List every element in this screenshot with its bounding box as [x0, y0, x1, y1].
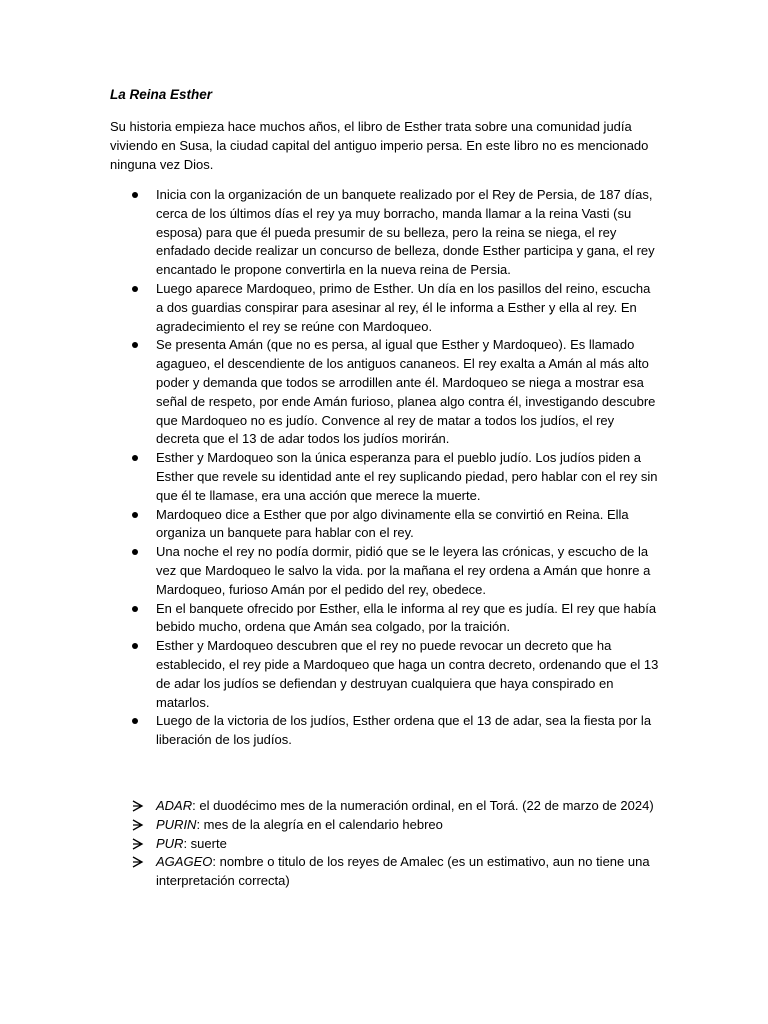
- list-item-text: Esther y Mardoqueo descubren que el rey no puede revocar un decreto que ha establecido, el rey pide a Mardoqueo que haga un contra decreto, ordenando que el 13 de adar los judíos se defiendan y destruyan cualquiera que haya conspirado en matarlos.: [156, 638, 659, 710]
- glossary-item: [110, 797, 670, 816]
- list-item: [110, 186, 660, 280]
- arrow-right-icon: [132, 835, 144, 853]
- glossary-term: ADAR: [156, 798, 193, 813]
- glossary-definition: : el duodécimo mes de la numeración ordinal, en el Torá. (22 de marzo de 2024): [192, 798, 654, 813]
- arrow-right-icon: [132, 797, 144, 815]
- list-item-text: Mardoqueo dice a Esther que por algo divinamente ella se convirtió en Reina. Ella organiza un banquete para hablar con el rey.: [156, 506, 629, 541]
- bullet-dot-icon: [132, 342, 138, 348]
- bullet-dot-icon: [132, 643, 138, 649]
- list-item: [110, 449, 660, 505]
- list-item: [110, 280, 660, 336]
- story-bullet-list: [110, 186, 660, 750]
- bullet-dot-icon: [132, 718, 138, 724]
- list-item: [110, 543, 660, 599]
- list-item-text: Una noche el rey no podía dormir, pidió que se le leyera las crónicas, y escucho de la vez que Mardoqueo le salvo la vida. por la mañana el rey ordena a Amán que honre a Mardoqueo, furioso Amán por el pedido del rey, obedece.: [156, 544, 651, 597]
- list-item: [110, 506, 660, 544]
- glossary-definition: : nombre o titulo de los reyes de Amalec (es un estimativo, aun no tiene una interpretación correcta): [156, 854, 650, 889]
- arrow-right-icon: [132, 816, 144, 834]
- glossary-term: AGAGEO: [156, 854, 213, 870]
- glossary-item: [110, 835, 670, 854]
- arrow-right-icon: [132, 853, 144, 871]
- list-item: [110, 712, 660, 750]
- bullet-dot-icon: [132, 455, 138, 461]
- bullet-dot-icon: [132, 512, 138, 518]
- glossary-list: [110, 797, 670, 891]
- list-item-text: Esther y Mardoqueo son la única esperanza para el pueblo judío. Los judíos piden a Esther que revele su identidad ante el rey suplicando piedad, pero hablar con el rey sin que él te llamase, era una acción que merece la muerte.: [156, 450, 658, 503]
- list-item: [110, 637, 660, 712]
- glossary-definition: : suerte: [183, 835, 227, 851]
- bullet-dot-icon: [132, 286, 138, 292]
- list-item: [110, 600, 660, 638]
- bullet-dot-icon: [132, 192, 138, 198]
- glossary-definition: : mes de la alegría en el calendario hebreo: [196, 816, 443, 832]
- list-item-text: Se presenta Amán (que no es persa, al igual que Esther y Mardoqueo). Es llamado agagueo, el descendiente de los antiguos cananeos. El rey exalta a Amán al más alto poder y demanda que todos se arrodillen ante él. Mardoqueo se niega a mostrar esa señal de respeto, por ende Amán furioso, planea algo contra él, investigando descubre que Mardoqueo no es judío. Convence al rey de matar a todos los judíos, el rey decreta que el 13 de adar todos los judíos morirán.: [156, 337, 656, 447]
- document-title: La Reina Esther: [110, 87, 213, 102]
- list-item-text: En el banquete ofrecido por Esther, ella le informa al rey que es judía. El rey que había bebido mucho, ordena que Amán sea colgado, por la traición.: [156, 600, 657, 635]
- glossary-term: PURIN: [156, 816, 197, 832]
- list-item-text: Inicia con la organización de un banquete realizado por el Rey de Persia, de 187 días, cerca de los últimos días el rey ya muy borracho, manda llamar a la reina Vasti (su esposa) para que él pueda presumir de su belleza, pero la reina se niega, el rey enfadado decide realizar un concurso de belleza, donde Esther participa y gana, el rey encantado le propone convertirla en la nueva reina de Persia.: [156, 187, 655, 278]
- bullet-dot-icon: [132, 606, 138, 612]
- glossary-item: [110, 853, 670, 891]
- glossary-term: PUR: [156, 835, 184, 851]
- bullet-dot-icon: [132, 549, 138, 555]
- glossary-item: [110, 816, 670, 835]
- list-item: [110, 336, 660, 449]
- list-item-text: Luego de la victoria de los judíos, Esther ordena que el 13 de adar, sea la fiesta por la liberación de los judíos.: [156, 713, 652, 748]
- list-item-text: Luego aparece Mardoqueo, primo de Esther. Un día en los pasillos del reino, escucha a dos guardias conspirar para asesinar al rey, él le informa a Esther y ella al rey. En agradecimiento el rey se reúne con Mardoqueo.: [156, 280, 651, 334]
- intro-paragraph: Su historia empieza hace muchos años, el libro de Esther trata sobre una comunidad judía viviendo en Susa, la ciudad capital del antiguo imperio persa. En este libro no es mencionado ninguna vez Dios.: [110, 119, 649, 172]
